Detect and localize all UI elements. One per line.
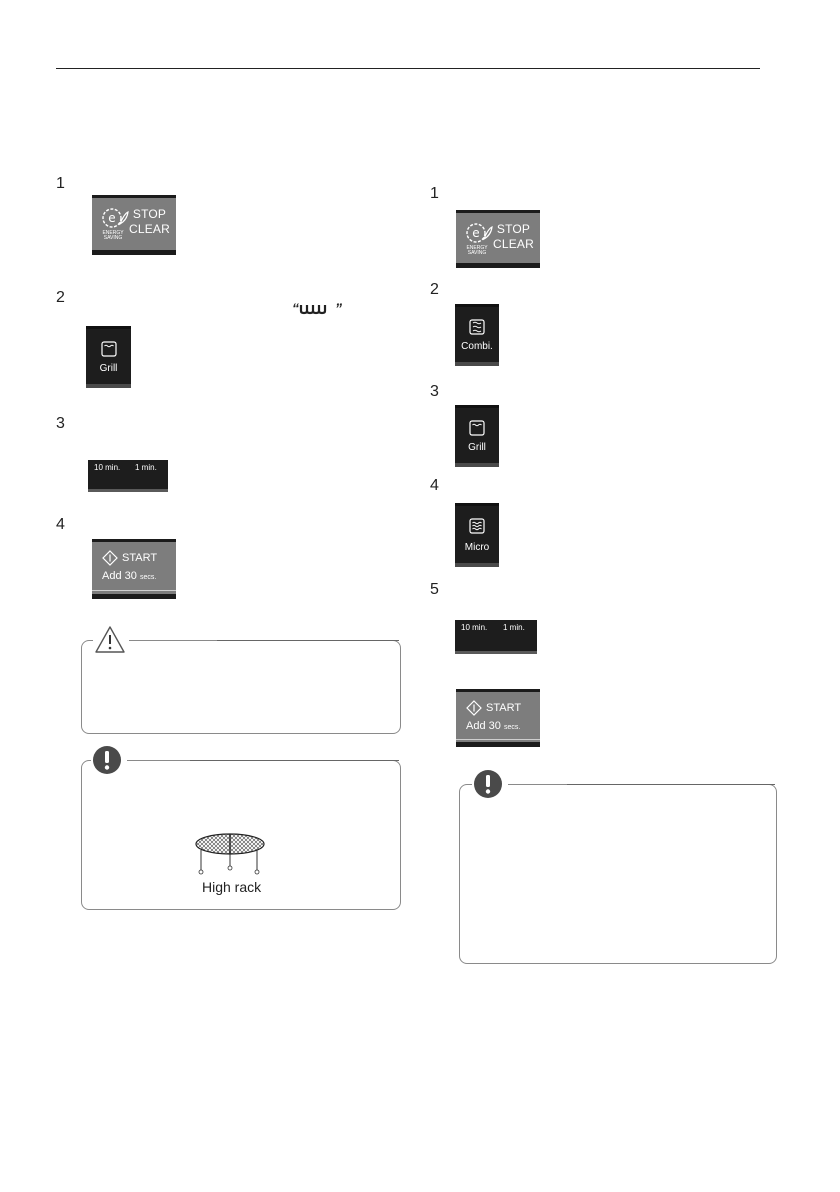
- step-number: 1: [56, 175, 65, 192]
- start-row: [466, 700, 521, 716]
- note-icon-wrap: [91, 744, 127, 776]
- note-head-line: [567, 784, 775, 785]
- caution-head-line: [217, 640, 399, 641]
- combi-button[interactable]: [455, 304, 499, 366]
- stop-clear-button[interactable]: [456, 210, 540, 268]
- stop-clear-button[interactable]: [92, 195, 176, 255]
- step-number: 3: [56, 415, 65, 432]
- step-number: 2: [430, 281, 439, 298]
- add-label: Add 30: [102, 570, 137, 582]
- grill-symbol-quote-open: “: [292, 300, 299, 316]
- note-icon-wrap: [472, 768, 508, 800]
- warning-icon-wrap: [93, 624, 129, 656]
- start-row: [102, 550, 157, 566]
- note-head-line: [190, 760, 399, 761]
- warning-icon: [93, 624, 127, 656]
- add-unit: secs.: [503, 724, 521, 731]
- micro-icon: [469, 518, 485, 534]
- step-number: 2: [56, 289, 65, 306]
- grill-label: Grill: [99, 363, 118, 374]
- clear-label: CLEAR: [492, 237, 534, 251]
- stop-label: STOP: [496, 222, 531, 236]
- step-number: 5: [430, 581, 439, 598]
- start-separator: [456, 739, 540, 740]
- start-separator: [92, 590, 176, 591]
- exclamation-icon: [472, 768, 504, 800]
- header-rule: [56, 68, 760, 69]
- grill-icon: [101, 341, 117, 357]
- step-number: 4: [56, 516, 65, 533]
- time-buttons: [88, 460, 168, 492]
- step-number: 4: [430, 477, 439, 494]
- grill-label: Grill: [468, 442, 486, 453]
- one-min-button[interactable]: 1 min.: [503, 623, 525, 632]
- clear-label: CLEAR: [128, 222, 170, 236]
- energy-saving-label: ENERGY SAVING: [102, 230, 124, 241]
- ten-min-button[interactable]: 10 min.: [94, 463, 121, 472]
- grill-symbol-quote-close: ”: [335, 300, 342, 316]
- micro-label: Micro: [464, 542, 490, 553]
- grill-icon: [469, 420, 485, 436]
- ten-min-button[interactable]: 10 min.: [461, 623, 488, 632]
- combi-icon: [469, 319, 485, 335]
- add-30-row: [466, 720, 520, 732]
- caution-box: [81, 640, 401, 734]
- start-button[interactable]: [92, 539, 176, 599]
- start-button[interactable]: [456, 689, 540, 747]
- grill-symbol: [292, 300, 342, 316]
- add-30-row: [102, 570, 156, 582]
- start-diamond-icon: [466, 700, 482, 716]
- add-unit: secs.: [139, 574, 157, 581]
- stop-label: STOP: [132, 207, 167, 221]
- step-number: 1: [430, 185, 439, 202]
- svg-text:e: e: [108, 211, 116, 225]
- start-label: START: [122, 552, 158, 564]
- grill-button[interactable]: [86, 326, 131, 388]
- time-buttons: [455, 620, 537, 654]
- start-label: START: [486, 702, 522, 714]
- start-diamond-icon: [102, 550, 118, 566]
- step-number: 3: [430, 383, 439, 400]
- add-label: Add 30: [466, 720, 501, 732]
- stop-clear-label: [129, 207, 170, 237]
- micro-button[interactable]: [455, 503, 499, 567]
- note-box: [459, 784, 777, 964]
- grill-wave-icon: [299, 303, 335, 315]
- exclamation-icon: [91, 744, 123, 776]
- svg-text:e: e: [472, 226, 480, 240]
- one-min-button[interactable]: 1 min.: [135, 463, 157, 472]
- high-rack-label: High rack: [202, 879, 262, 895]
- stop-clear-label: [493, 222, 534, 252]
- energy-saving-label: ENERGY SAVING: [466, 245, 488, 256]
- high-rack-image: [194, 832, 266, 878]
- combi-label: Combi.: [461, 341, 493, 352]
- grill-button[interactable]: [455, 405, 499, 467]
